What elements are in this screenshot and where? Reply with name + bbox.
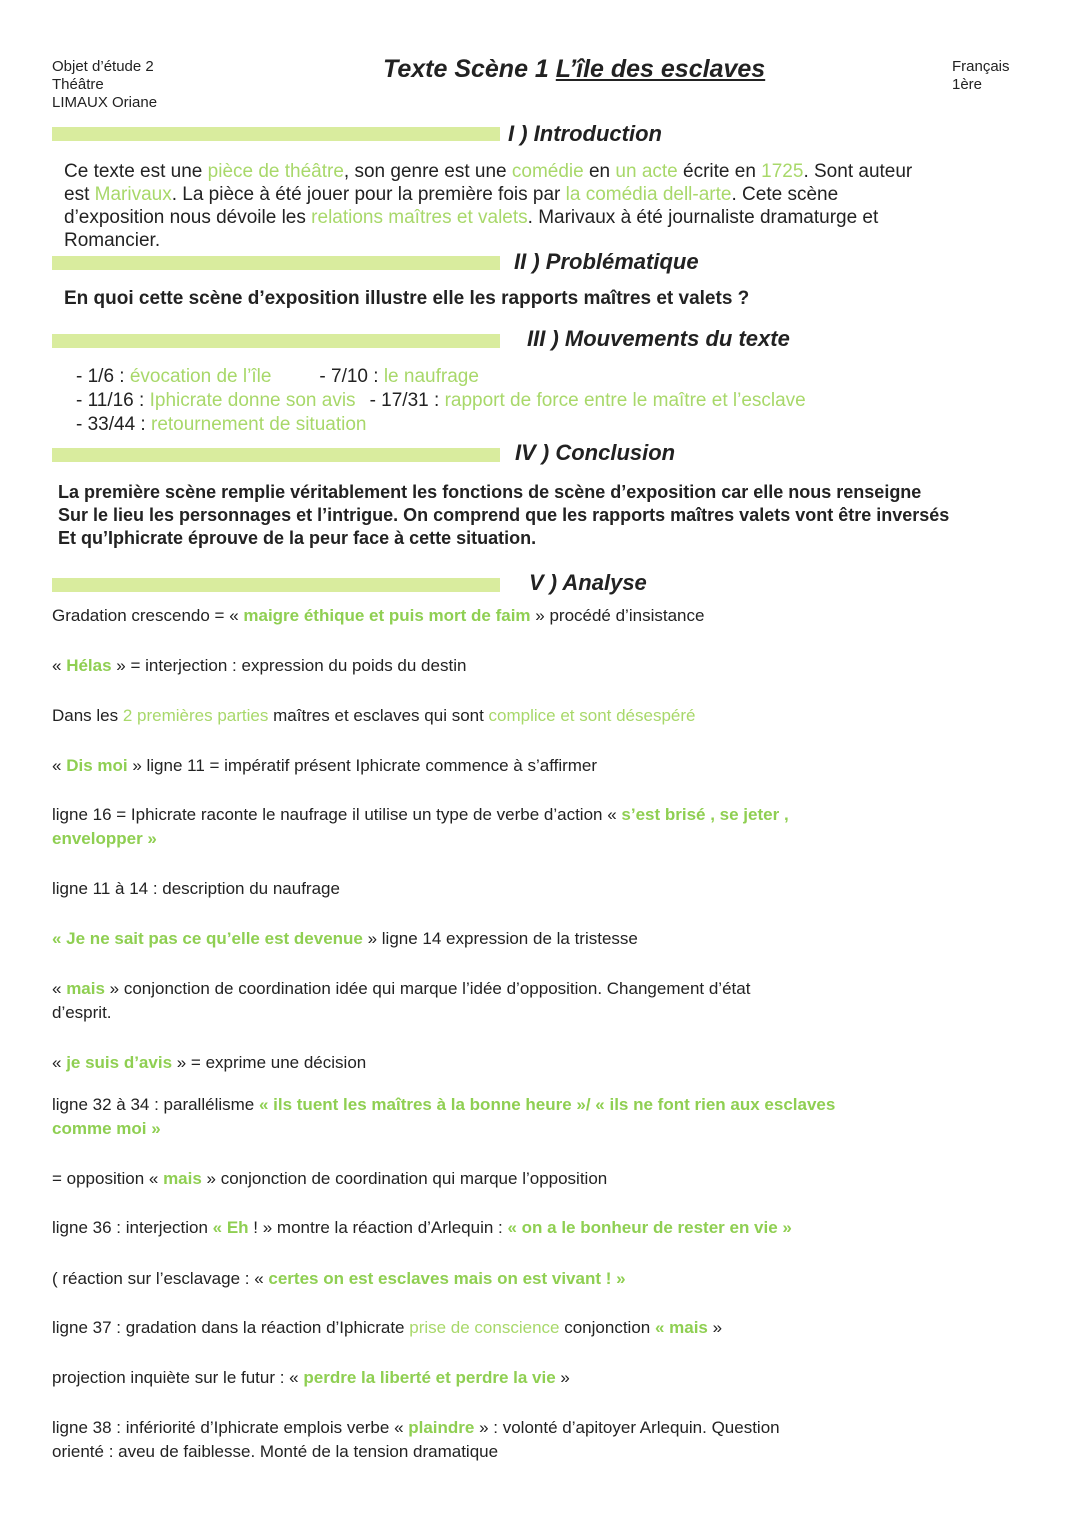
section-bar xyxy=(52,448,500,462)
analyse-item: ligne 32 à 34 : parallélisme « ils tuent les maîtres à la bonne heure »/ « ils ne font rien aux esclaves comme moi » xyxy=(52,1095,836,1138)
section-bar xyxy=(52,578,500,592)
header-level: 1ère xyxy=(952,76,983,93)
header-course: Français xyxy=(952,58,1010,75)
page-title: Texte Scène 1 L’île des esclaves xyxy=(383,55,766,83)
analyse-item: ligne 16 = Iphicrate raconte le naufrage il utilise un type de verbe d’action « s’est brisé , se jeter , envelopper » xyxy=(52,805,789,848)
section-bar xyxy=(52,127,500,141)
analyse-item: ligne 37 : gradation dans la réaction d’Iphicrate prise de conscience conjonction « mais » xyxy=(52,1318,723,1337)
section-heading-mouvements: III ) Mouvements du texte xyxy=(527,326,790,351)
section-heading-problematique: II ) Problématique xyxy=(514,249,699,274)
analyse-item: ( réaction sur l’esclavage : « certes on est esclaves mais on est vivant ! » xyxy=(52,1269,626,1288)
header-right xyxy=(952,58,1010,94)
analyse-item: « mais » conjonction de coordination idée qui marque l’idée d’opposition. Changement d’état d’esprit. xyxy=(52,979,751,1022)
analyse-item: ligne 36 : interjection « Eh ! » montre la réaction d’Arlequin : « on a le bonheur de rester en vie » xyxy=(52,1218,792,1237)
analyse-item: « Dis moi » ligne 11 = impératif présent Iphicrate commence à s’affirmer xyxy=(52,756,598,775)
mouvements-list: - 1/6 : évocation de l’île - 7/10 : le naufrage - 11/16 : Iphicrate donne son avis - 17/31 : rapport de force entre le maître et l’esclave - 33/44 : retournement de situation xyxy=(76,366,806,435)
section-heading-analyse: V ) Analyse xyxy=(529,570,647,595)
section-bar xyxy=(52,334,500,348)
header-left xyxy=(52,58,157,112)
analyse-item: ligne 38 : infériorité d’Iphicrate emplois verbe « plaindre » : volonté d’apitoyer Arlequin. Question orienté : aveu de faiblesse. Monté de la tension dramatique xyxy=(52,1418,780,1461)
header-subject: Objet d’étude 2 xyxy=(52,58,154,75)
analyse-item: = opposition « mais » conjonction de coordination qui marque l’opposition xyxy=(52,1169,608,1188)
analyse-item: projection inquiète sur le futur : « perdre la liberté et perdre la vie » xyxy=(52,1368,570,1387)
section-bar xyxy=(52,256,500,270)
section-heading-conclusion: IV ) Conclusion xyxy=(515,440,676,465)
analyse-item: « Je ne sait pas ce qu’elle est devenue » ligne 14 expression de la tristesse xyxy=(52,929,638,948)
analyse-item: « je suis d’avis » = exprime une décision xyxy=(52,1053,367,1072)
intro-paragraph: Ce texte est une pièce de théâtre, son genre est une comédie en un acte écrite en 1725. Sont auteur est Marivaux. La pièce à été jouer pour la première fois par la comédia dell-arte. Cete scène d’exposition nous dévoile les relations maîtres et valets. Marivaux à été journaliste dramaturge et Romancier. xyxy=(64,161,913,251)
header-genre: Théâtre xyxy=(52,76,104,93)
analyse-item: Gradation crescendo = « maigre éthique et puis mort de faim » procédé d’insistance xyxy=(52,606,705,625)
analyse-item: Dans les 2 premières parties maîtres et esclaves qui sont complice et sont désespéré xyxy=(52,706,696,725)
header-author: LIMAUX Oriane xyxy=(52,94,158,111)
problematique-text: En quoi cette scène d’exposition illustre elle les rapports maîtres et valets ? xyxy=(64,288,750,309)
section-heading-intro: I ) Introduction xyxy=(508,121,662,146)
conclusion-text: La première scène remplie véritablement les fonctions de scène d’exposition car elle nous renseigne Sur le lieu les personnages et l’intrigue. On comprend que les rapports maîtres valets vont être inversés Et qu’Iphicrate éprouve de la peur face à cette situation. xyxy=(58,482,950,548)
analyse-item: « Hélas » = interjection : expression du poids du destin xyxy=(52,656,467,675)
analyse-item: ligne 11 à 14 : description du naufrage xyxy=(52,879,340,898)
title-work: L’île des esclaves xyxy=(555,55,766,83)
